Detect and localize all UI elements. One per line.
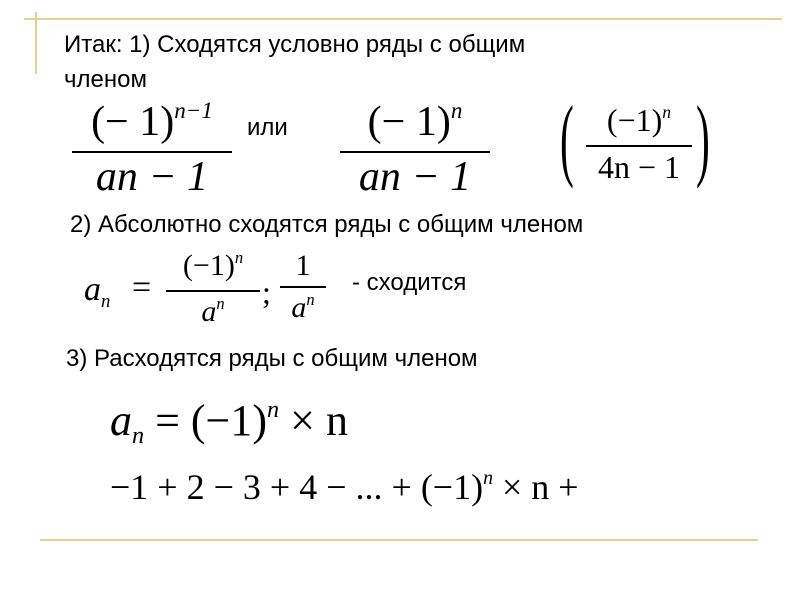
text-or: или (247, 114, 288, 141)
abs-lhs (84, 270, 110, 315)
formula-2-numerator: (− 1) (367, 99, 451, 145)
abs-frac2-num: 1 (295, 249, 311, 282)
abs-equals: = (132, 269, 152, 306)
text-line-2: 2) Абсолютно сходятся ряды с общим членом (70, 211, 584, 238)
abs-separator: ; (262, 274, 271, 310)
formula-3-exponent: n (662, 101, 672, 122)
abs-frac1-den-exp: n (216, 293, 225, 313)
formula-1 (72, 98, 232, 201)
div-rhs: = (−1) (155, 396, 268, 445)
abs-frac2-den-exp: n (306, 289, 315, 309)
abs-fraction-1 (166, 246, 260, 336)
div-lhs: a (110, 396, 132, 445)
formula-1-exponent: n−1 (174, 96, 213, 123)
div-lhs-sub: n (132, 422, 145, 450)
left-paren: ( (560, 87, 574, 189)
abs-fraction-2 (280, 246, 326, 332)
text-line-1: Итак: 1) Сходятся условно ряды с общим (64, 31, 526, 58)
formula-3-denominator: 4n − 1 (597, 149, 681, 185)
frame-bottom-line (40, 539, 758, 541)
right-paren: ) (696, 87, 710, 189)
formula-3-numerator: (−1) (606, 102, 663, 138)
text-line-1b: членом (64, 66, 147, 93)
formula-2-denominator: an − 1 (358, 154, 472, 200)
divergent-formula (110, 395, 348, 454)
series-main: −1 + 2 − 3 + 4 − ... + (−1) (110, 467, 484, 507)
formula-2-exponent: n (450, 96, 463, 123)
abs-lhs-a: a (84, 271, 101, 308)
text-line-3: 3) Расходятся ряды с общим членом (66, 345, 478, 372)
formula-1-numerator: (− 1) (91, 99, 175, 145)
div-rhs-tail: × n (290, 396, 348, 445)
series-tail: × n + (502, 467, 579, 507)
frame-top-line (24, 18, 782, 20)
abs-frac1-num: (−1) (182, 249, 235, 282)
formula-3 (586, 100, 692, 187)
text-converges: - сходится (352, 269, 467, 296)
div-rhs-exp: n (267, 395, 280, 423)
series-exp: n (483, 467, 493, 490)
frame-vertical-line (35, 12, 37, 74)
formula-2 (340, 98, 490, 201)
abs-lhs-sub: n (101, 290, 111, 312)
abs-frac2-den: a (291, 291, 307, 324)
abs-frac1-den: a (201, 295, 217, 328)
abs-frac1-num-exp: n (234, 247, 244, 267)
formula-1-denominator: an − 1 (95, 154, 209, 200)
series-formula (110, 465, 579, 515)
